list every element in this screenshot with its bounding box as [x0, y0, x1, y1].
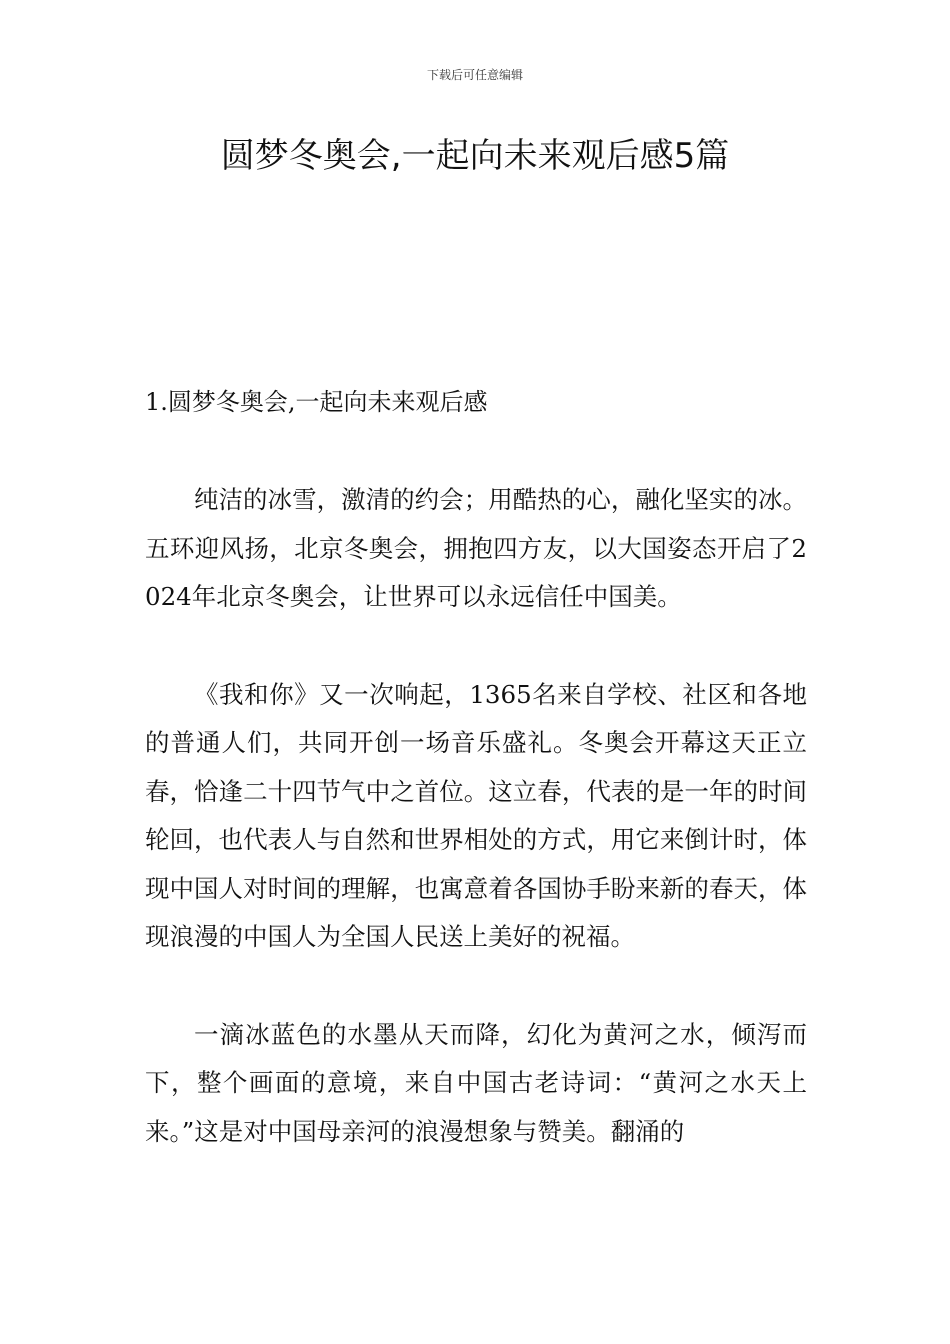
paragraph: 一滴冰蓝色的水墨从天而降，幻化为黄河之水，倾泻而下，整个画面的意境，来自中国古老诗词：“黄河之水天上来。”这是对中国母亲河的浪漫想象与赞美。翻涌的 [145, 1019, 807, 1146]
header-note: 下载后可任意编辑 [426, 68, 523, 82]
section-heading: 1.圆梦冬奥会,一起向未来观后感 [145, 388, 488, 416]
document-body [145, 476, 807, 1205]
paragraph: 纯洁的冰雪，激清的约会；用酷热的心，融化坚实的冰。五环迎风扬，北京冬奥会，拥抱四方友，以大国姿态开启了2024年北京冬奥会，让世界可以永远信任中国美。 [145, 485, 807, 611]
document-title: 圆梦冬奥会,一起向未来观后感5篇 [220, 136, 730, 176]
paragraph: 《我和你》又一次响起，1365名来自学校、社区和各地的普通人们，共同开创一场音乐盛礼。冬奥会开幕这天正立春，恰逢二十四节气中之首位。这立春，代表的是一年的时间轮回，也代表人与自然和世界相处的方式，用它来倒计时，体现中国人对时间的理解，也寓意着各国协手盼来新的春天，体现浪漫的中国人为全国人民送上美好的祝福。 [145, 679, 807, 951]
